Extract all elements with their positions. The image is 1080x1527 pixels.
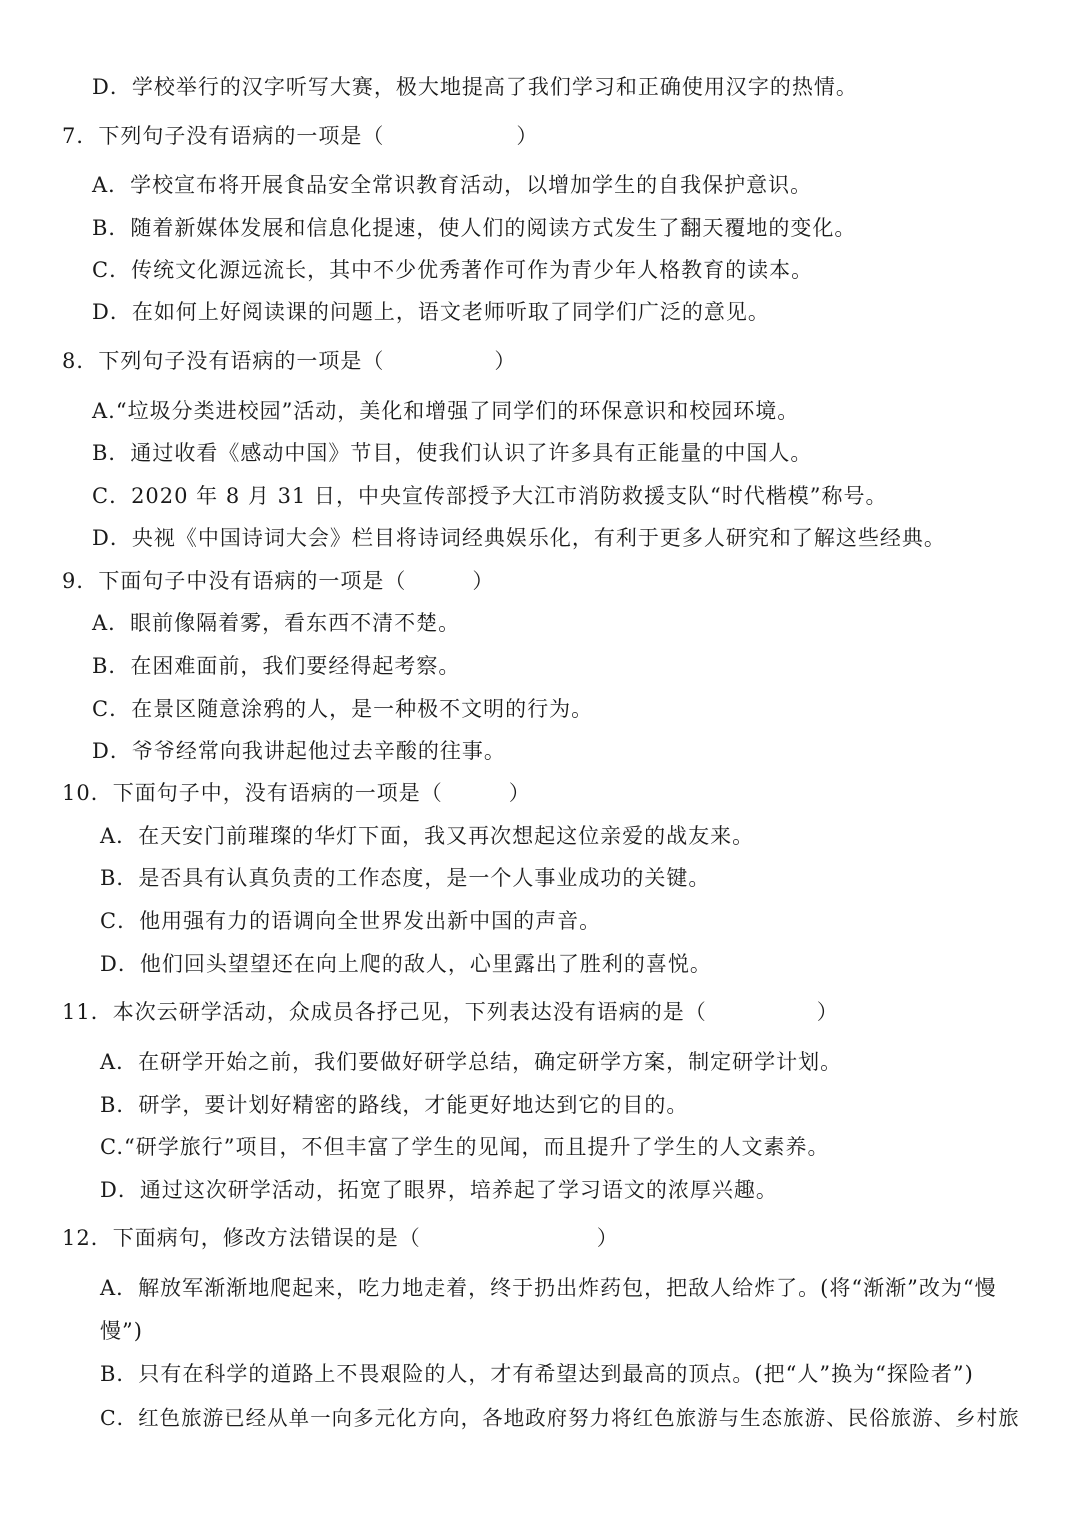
q12-option-b: B．只有在科学的道路上不畏艰险的人，才有希望达到最高的顶点。(把“人”换为“探险者”) (100, 1362, 974, 1386)
q10-stem: 10．下面句子中，没有语病的一项是（ ） (62, 781, 531, 805)
q12-option-a: A．解放军渐渐地爬起来，吃力地走着，终于扔出炸药包，把敌人给炸了。(将“渐渐”改为“慢 (100, 1276, 997, 1300)
q9-stem: 9．下面句子中没有语病的一项是（ ） (62, 569, 495, 593)
q11-option-a: A．在研学开始之前，我们要做好研学总结，确定研学方案，制定研学计划。 (100, 1050, 843, 1074)
q11-option-c: C.“研学旅行”项目，不但丰富了学生的见闻，而且提升了学生的人文素养。 (100, 1135, 830, 1159)
q9-option-b: B．在困难面前，我们要经得起考察。 (92, 654, 461, 678)
q7-option-a: A．学校宣布将开展食品安全常识教育活动，以增加学生的自我保护意识。 (92, 173, 813, 197)
q11-option-d: D．通过这次研学活动，拓宽了眼界，培养起了学习语文的浓厚兴趣。 (100, 1178, 778, 1202)
q8-option-a: A.“垃圾分类进校园”活动，美化和增强了同学们的环保意识和校园环境。 (92, 399, 800, 423)
q7-option-b: B．随着新媒体发展和信息化提速，使人们的阅读方式发生了翻天覆地的变化。 (92, 216, 857, 240)
q8-option-d: D．央视《中国诗词大会》栏目将诗词经典娱乐化，有利于更多人研究和了解这些经典。 (92, 526, 946, 550)
q12-stem: 12．下面病句，修改方法错误的是（ ） (62, 1226, 619, 1250)
q7-option-c: C．传统文化源远流长，其中不少优秀著作可作为青少年人格教育的读本。 (92, 258, 814, 282)
q7-option-d: D．在如何上好阅读课的问题上，语文老师听取了同学们广泛的意见。 (92, 300, 770, 324)
q8-stem: 8．下列句子没有语病的一项是（ ） (62, 349, 517, 373)
q8-option-c: C．2020 年 8 月 31 日，中央宣传部授予大江市消防救援支队“时代楷模”称号。 (92, 484, 888, 508)
q10-option-a: A．在天安门前璀璨的华灯下面，我又再次想起这位亲爱的战友来。 (100, 824, 755, 848)
q9-option-a: A．眼前像隔着雾，看东西不清不楚。 (92, 611, 461, 635)
q8-option-b: B．通过收看《感动中国》节目，使我们认识了许多具有正能量的中国人。 (92, 441, 813, 465)
q11-option-b: B．研学，要计划好精密的路线，才能更好地达到它的目的。 (100, 1093, 689, 1117)
q9-option-c: C．在景区随意涂鸦的人，是一种极不文明的行为。 (92, 697, 594, 721)
q11-stem: 11．本次云研学活动，众成员各抒己见，下列表达没有语病的是（ ） (62, 1000, 839, 1024)
q10-option-d: D．他们回头望望还在向上爬的敌人，心里露出了胜利的喜悦。 (100, 952, 712, 976)
q6-option-d: D．学校举行的汉字听写大赛，极大地提高了我们学习和正确使用汉字的热情。 (92, 75, 858, 99)
q12-option-c: C．红色旅游已经从单一向多元化方向，各地政府努力将红色旅游与生态旅游、民俗旅游、乡村旅 (100, 1406, 1020, 1430)
q7-stem: 7．下列句子没有语病的一项是（ ） (62, 124, 539, 148)
q12-option-a-continued: 慢”) (100, 1319, 143, 1343)
q9-option-d: D．爷爷经常向我讲起他过去辛酸的往事。 (92, 739, 506, 763)
q10-option-b: B．是否具有认真负责的工作态度，是一个人事业成功的关键。 (100, 866, 711, 890)
q10-option-c: C．他用强有力的语调向全世界发出新中国的声音。 (100, 909, 602, 933)
